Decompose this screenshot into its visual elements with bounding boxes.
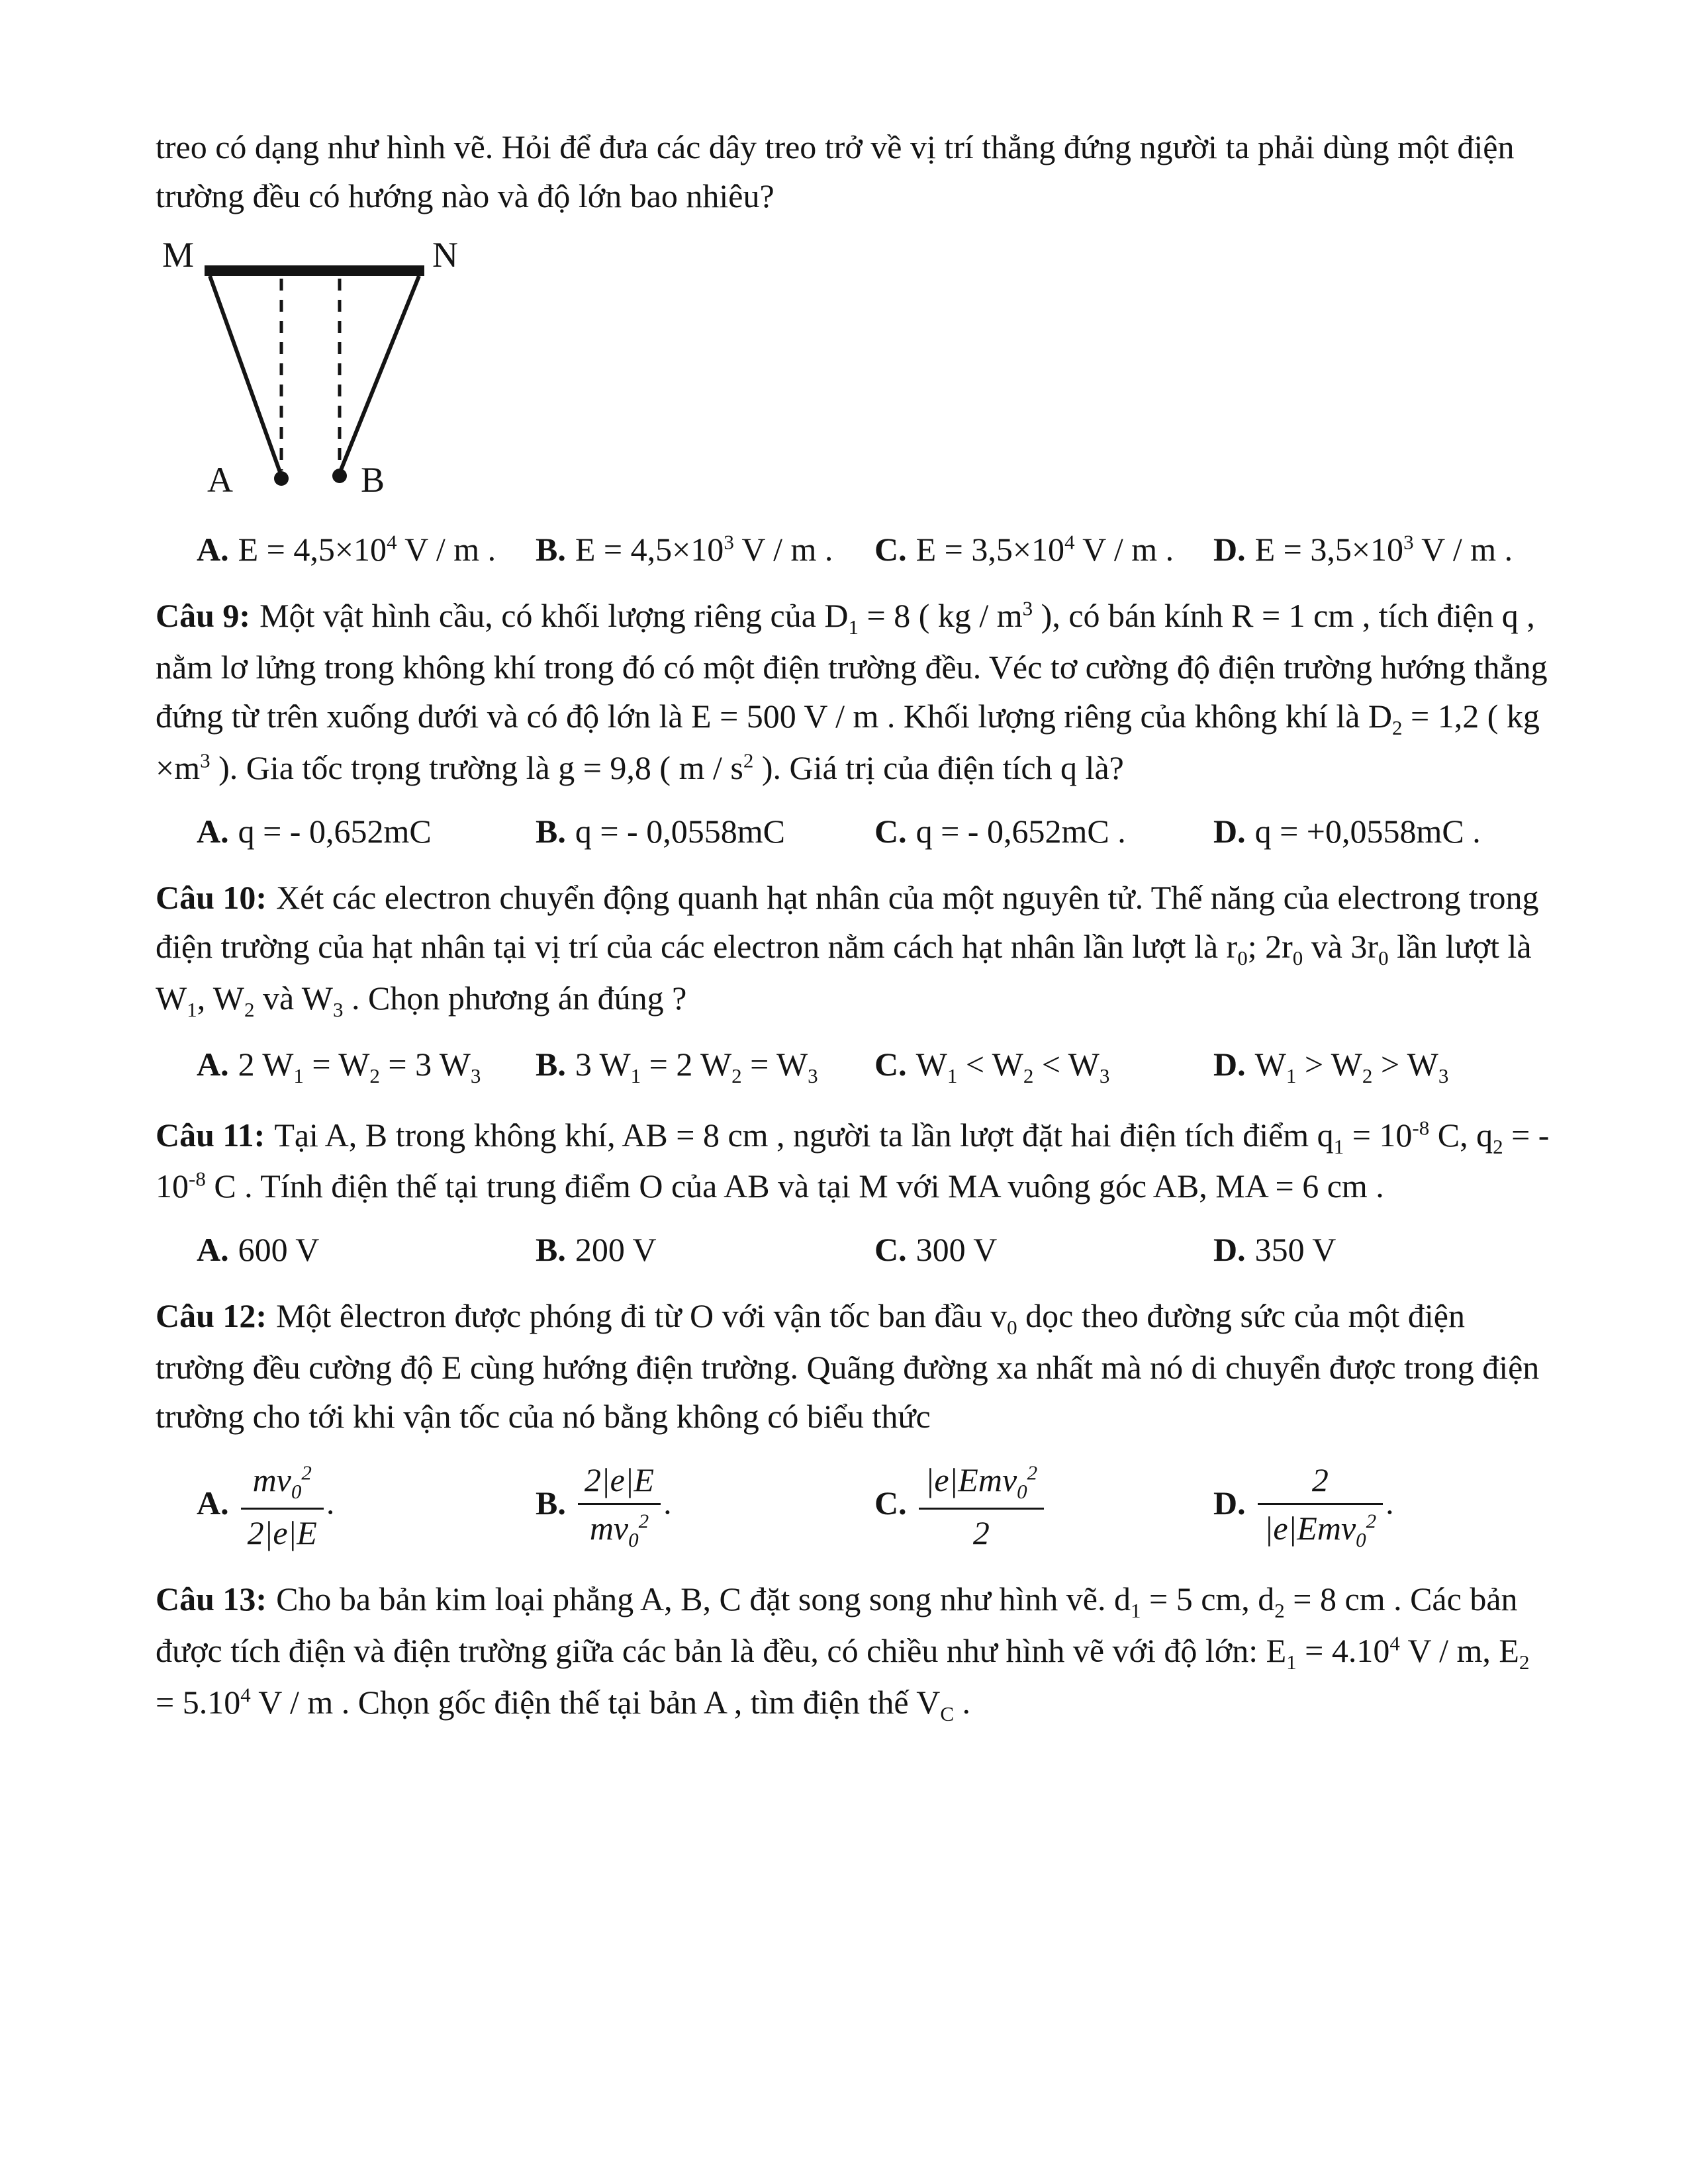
question-9-option-a bbox=[197, 812, 536, 850]
question-10-options bbox=[197, 1045, 1552, 1088]
option-text: $E = 3,5\times 10^4$ V / m . bbox=[915, 530, 1174, 568]
question-10-number: Câu 10: bbox=[156, 878, 267, 916]
option-text: q = - 0,0558mC bbox=[575, 812, 785, 850]
option-label: A. bbox=[197, 1484, 229, 1522]
pendulum-figure bbox=[160, 238, 1552, 510]
question-9-option-d bbox=[1213, 812, 1552, 850]
question-9-options bbox=[197, 812, 1552, 850]
question-11-number: Câu 11: bbox=[156, 1116, 265, 1154]
continuation-text: treo có dạng như hình vẽ. Hỏi để đưa các dây treo trở về vị trí thẳng đứng người ta phải dùng một điện trường đều có hướng nào và độ lớn bao nhiêu? bbox=[156, 128, 1515, 214]
question-10-option-a bbox=[197, 1045, 536, 1088]
fraction-numerator: 2 bbox=[1258, 1461, 1383, 1505]
question-11-option-b bbox=[536, 1230, 874, 1269]
fraction-numerator: |e|Emv$_0^2$ bbox=[919, 1461, 1045, 1510]
question-8-option-d bbox=[1213, 530, 1552, 569]
question-10-text bbox=[156, 873, 1552, 1025]
figure-label-m: M bbox=[162, 238, 195, 275]
question-11-text bbox=[156, 1111, 1552, 1211]
option-label: C. bbox=[874, 531, 907, 568]
question-9-text bbox=[156, 591, 1552, 792]
option-suffix: . bbox=[326, 1484, 335, 1522]
option-label: D. bbox=[1213, 1484, 1246, 1522]
option-text: q = - 0,652mC bbox=[238, 812, 432, 850]
question-12-option-d bbox=[1213, 1461, 1552, 1552]
option-label: A. bbox=[197, 812, 229, 850]
question-12 bbox=[156, 1291, 1552, 1552]
option-text: q = +0,0558mC . bbox=[1254, 812, 1481, 850]
question-12-option-b bbox=[536, 1461, 874, 1552]
question-11-option-c bbox=[874, 1230, 1213, 1269]
option-text: 300 V bbox=[915, 1231, 998, 1269]
question-8-option-a bbox=[197, 530, 536, 569]
left-ball bbox=[274, 471, 289, 486]
question-10-body: Xét các electron chuyển động quanh hạt nhân của một nguyên tử. Thế năng của electrong trong điện trường của hạt nhân tại vị trí của các electron nằm cách hạt nhân lần lượt là $r_0$; $2r_0$ và $3r_0$ lần lượt là $W_1$, $W_2$ và $W_3$ . Chọn phương án đúng ? bbox=[156, 878, 1539, 1021]
question-8-option-c bbox=[874, 530, 1213, 569]
option-label: C. bbox=[874, 1231, 907, 1269]
question-8-option-b bbox=[536, 530, 874, 569]
option-suffix: . bbox=[663, 1484, 672, 1522]
question-12-option-a bbox=[197, 1461, 536, 1552]
question-12-body: Một êlectron được phóng đi từ O với vận tốc ban đầu $v_0$ dọc theo đường sức của một điện trường đều cường độ E cùng hướng điện trường. Quãng đường xa nhất mà nó di chuyển được trong điện trường cho tới khi vận tốc của nó bằng không có biểu thức bbox=[156, 1297, 1540, 1435]
option-text: 600 V bbox=[238, 1231, 320, 1269]
option-label: A. bbox=[197, 531, 229, 568]
option-text: $E = 4,5\times 10^3$ V / m . bbox=[575, 530, 833, 568]
question-9-option-b bbox=[536, 812, 874, 850]
question-8-options bbox=[197, 530, 1552, 569]
fraction-denominator: $mv_0^2$ bbox=[589, 1509, 649, 1552]
option-label: C. bbox=[874, 1484, 907, 1522]
question-13-body: Cho ba bản kim loại phẳng A, B, C đặt song song như hình vẽ. $d_1 = 5$ cm, $d_2 = 8$ cm . Các bản được tích điện và điện trường giữa các bản là đều, có chiều như hình vẽ với độ lớn: $E_1 = 4.10^4$ V / m, $E_2 = 5.10^4$ V / m . Chọn gốc điện thế tại bản A , tìm điện thế $V_C$ . bbox=[156, 1580, 1530, 1725]
option-label: D. bbox=[1213, 531, 1246, 568]
left-string bbox=[210, 276, 281, 476]
option-text: $W_1 < W_2 < W_3$ bbox=[915, 1045, 1110, 1087]
option-label: B. bbox=[536, 1484, 566, 1522]
option-text: 2 $W_1 = W_2 = 3$ $W_3$ bbox=[238, 1045, 481, 1087]
question-13-text bbox=[156, 1574, 1552, 1729]
figure-label-n: N bbox=[432, 238, 458, 275]
option-label: B. bbox=[536, 812, 566, 850]
pendulum-diagram bbox=[160, 238, 464, 502]
option-label: D. bbox=[1213, 1231, 1246, 1269]
fraction bbox=[1258, 1461, 1383, 1552]
option-text: q = - 0,652mC . bbox=[915, 812, 1126, 850]
right-ball bbox=[332, 469, 347, 483]
question-10-option-d bbox=[1213, 1045, 1552, 1088]
question-10-option-c bbox=[874, 1045, 1213, 1088]
option-label: B. bbox=[536, 1231, 566, 1269]
question-12-text bbox=[156, 1291, 1552, 1441]
figure-label-b: B bbox=[361, 460, 385, 500]
question-9-body: Một vật hình cầu, có khối lượng riêng của $D_1 = 8$ ( kg / $m^3$ ), có bán kính R = 1 cm , tích điện q , nằm lơ lửng trong không khí trong đó có một điện trường đều. Véc tơ cường độ điện trường hướng thẳng đứng từ trên xuống dưới và có độ lớn là E = 500 V / m . Khối lượng riêng của không khí là $D_2 = 1,2$ ( kg $\times m^3$ ). Gia tốc trọng trường là g = 9,8 ( m / $s^2$ ). Giá trị của điện tích q là? bbox=[156, 596, 1548, 786]
option-label: C. bbox=[874, 1045, 907, 1083]
option-text: $W_1 > W_2 > W_3$ bbox=[1254, 1045, 1449, 1087]
option-label: A. bbox=[197, 1045, 229, 1083]
question-12-number: Câu 12: bbox=[156, 1297, 267, 1335]
question-9 bbox=[156, 591, 1552, 850]
fraction bbox=[241, 1461, 324, 1552]
option-text: $E = 4,5\times 10^4$ V / m . bbox=[238, 530, 496, 568]
question-9-option-c bbox=[874, 812, 1213, 850]
option-text: 3 $W_1 = 2$ $W_2 = W_3$ bbox=[575, 1045, 818, 1087]
option-label: B. bbox=[536, 531, 566, 568]
question-9-number: Câu 9: bbox=[156, 597, 251, 634]
option-label: A. bbox=[197, 1231, 229, 1269]
fraction-numerator: 2|e|E bbox=[578, 1461, 661, 1505]
option-suffix: . bbox=[1385, 1484, 1394, 1522]
question-11 bbox=[156, 1111, 1552, 1269]
question-13 bbox=[156, 1574, 1552, 1729]
option-text: $E = 3,5\times 10^3$ V / m . bbox=[1254, 530, 1513, 568]
fraction bbox=[919, 1461, 1045, 1552]
fraction bbox=[578, 1461, 661, 1552]
question-10 bbox=[156, 873, 1552, 1088]
option-label: D. bbox=[1213, 1045, 1246, 1083]
option-text: 200 V bbox=[575, 1231, 657, 1269]
question-10-option-b bbox=[536, 1045, 874, 1088]
fraction-numerator: $mv_0^2$ bbox=[241, 1461, 324, 1510]
question-11-body: Tại A, B trong không khí, AB = 8 cm , người ta lần lượt đặt hai điện tích điểm $q_1 = 10^{-8}$ C, $q_2$ = - $10^{-8}$ C . Tính điện thế tại trung điểm O của AB và tại M với MA vuông góc AB, MA = 6 cm . bbox=[156, 1115, 1550, 1205]
figure-label-a: A bbox=[207, 460, 233, 500]
question-11-option-d bbox=[1213, 1230, 1552, 1269]
option-text: 350 V bbox=[1254, 1231, 1336, 1269]
right-string bbox=[340, 276, 419, 473]
fraction-denominator: 2 bbox=[972, 1514, 990, 1552]
question-11-option-a bbox=[197, 1230, 536, 1269]
question-13-number: Câu 13: bbox=[156, 1580, 267, 1618]
question-12-option-c bbox=[874, 1461, 1213, 1552]
fraction-denominator: 2|e|E bbox=[247, 1514, 317, 1552]
option-label: C. bbox=[874, 812, 907, 850]
question-11-options bbox=[197, 1230, 1552, 1269]
option-label: D. bbox=[1213, 812, 1246, 850]
question-12-options bbox=[197, 1461, 1552, 1552]
fraction-denominator: |e|Emv$_0^2$ bbox=[1264, 1509, 1377, 1552]
option-label: B. bbox=[536, 1045, 566, 1083]
